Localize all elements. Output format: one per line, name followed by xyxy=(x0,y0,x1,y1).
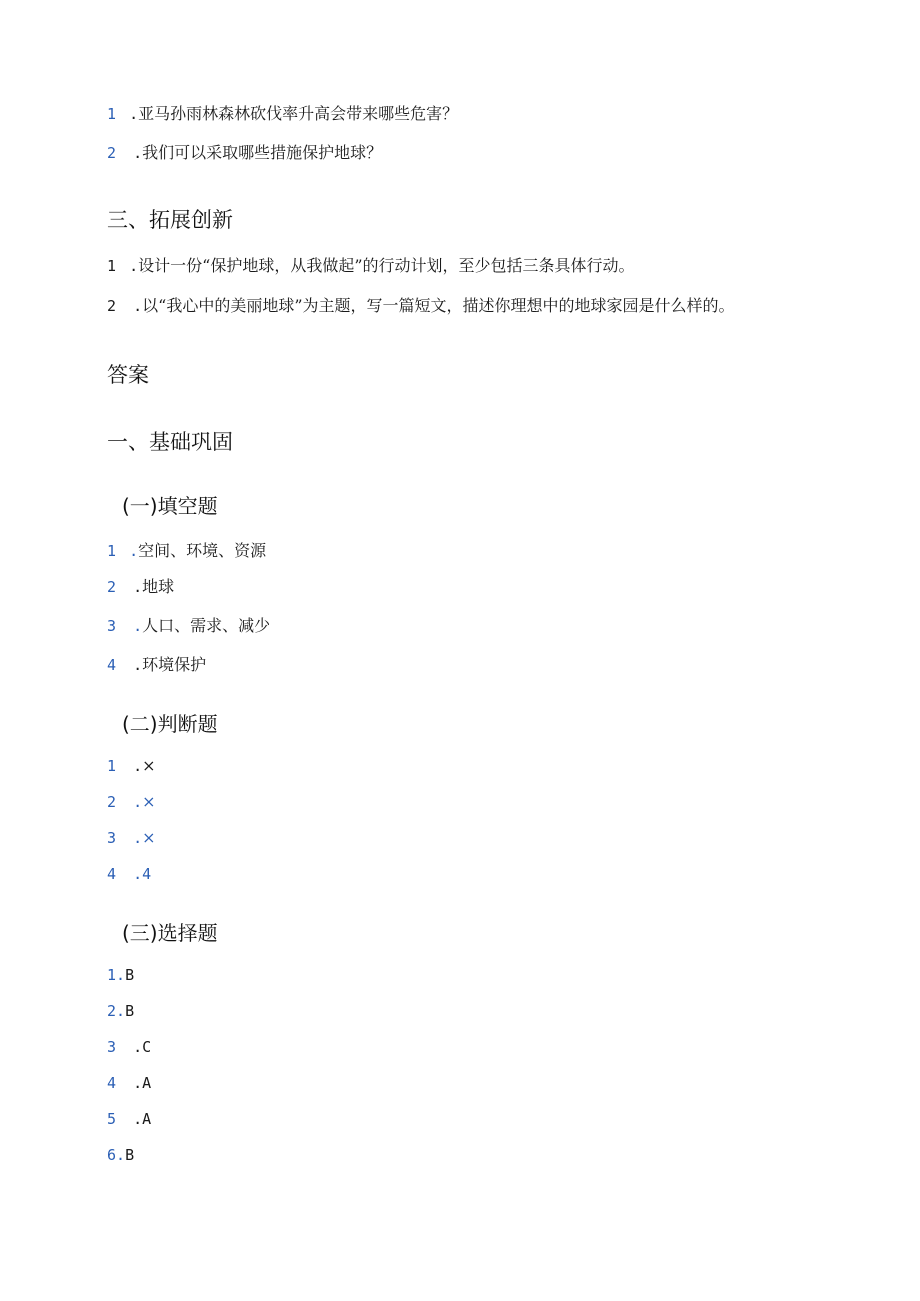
answer-text: B xyxy=(125,1002,135,1020)
answer-text: B xyxy=(125,1146,135,1164)
question-number: 2 xyxy=(107,297,117,315)
answer-text: 4 xyxy=(142,865,152,883)
answer-text: A xyxy=(142,1074,152,1092)
answer-number: 4 xyxy=(107,656,117,674)
answer-item: 4 .A xyxy=(107,1074,152,1092)
question-text: 亚马孙雨林森林砍伐率升高会带来哪些危害？ xyxy=(138,104,459,123)
question-number: 2 xyxy=(107,144,117,162)
question-item: 2 .我们可以采取哪些措施保护地球？ xyxy=(107,143,383,162)
subsection-heading: (二)判断题 xyxy=(122,712,218,736)
answer-item: 2 .地球 xyxy=(107,577,175,596)
answer-number: 1. xyxy=(107,966,126,984)
question-text: 我们可以采取哪些措施保护地球？ xyxy=(142,143,383,162)
answer-number: 1 xyxy=(107,757,117,775)
answer-text: × xyxy=(142,792,156,811)
answer-item xyxy=(107,1145,134,1165)
answer-item: 3 .C xyxy=(107,1038,152,1056)
question-item: 1 .设计一份“保护地球，从我做起”的行动计划，至少包括三条具体行动。 xyxy=(107,256,635,275)
subsection-heading: (三)选择题 xyxy=(122,921,218,945)
answer-text: A xyxy=(142,1110,152,1128)
answer-number: 4 xyxy=(107,1074,117,1092)
question-item: 2 .以“我心中的美丽地球”为主题，写一篇短文，描述你理想中的地球家园是什么样的。 xyxy=(107,296,735,315)
answer-number: 5 xyxy=(107,1110,117,1128)
question-item: 1 .亚马孙雨林森林砍伐率升高会带来哪些危害？ xyxy=(107,104,459,123)
answer-item: 4 .环境保护 xyxy=(107,655,207,674)
answer-text: × xyxy=(142,756,156,775)
answer-text: 环境保护 xyxy=(142,655,207,674)
section-heading: 三、拓展创新 xyxy=(107,208,233,232)
answer-number: 6. xyxy=(107,1146,126,1164)
question-number: 1 xyxy=(107,257,117,275)
section-heading: 一、基础巩固 xyxy=(107,430,233,454)
answers-title: 答案 xyxy=(107,363,149,387)
answer-item xyxy=(107,1001,134,1021)
answer-item: 2 .× xyxy=(107,792,156,811)
question-text: 设计一份“保护地球，从我做起”的行动计划，至少包括三条具体行动。 xyxy=(138,256,635,275)
answer-item: 1 .空间、环境、资源 xyxy=(107,541,267,560)
answer-item: 4 .4 xyxy=(107,865,152,883)
subsection-heading: (一)填空题 xyxy=(122,494,218,518)
answer-number: 2 xyxy=(107,793,117,811)
answer-text: 地球 xyxy=(142,577,175,596)
answer-text: × xyxy=(142,828,156,847)
answer-number: 2 xyxy=(107,578,117,596)
question-number: 1 xyxy=(107,105,117,123)
answer-item: 1 .× xyxy=(107,756,156,775)
answer-number: 3 xyxy=(107,617,117,635)
answer-text: B xyxy=(125,966,135,984)
answer-item xyxy=(107,965,134,985)
answer-item: 3 .人口、需求、减少 xyxy=(107,616,271,635)
answer-item: 5 .A xyxy=(107,1110,152,1128)
answer-text: 人口、需求、减少 xyxy=(142,616,271,635)
answer-text: 空间、环境、资源 xyxy=(138,541,267,560)
answer-number: 3 xyxy=(107,1038,117,1056)
question-text: 以“我心中的美丽地球”为主题，写一篇短文，描述你理想中的地球家园是什么样的。 xyxy=(142,296,735,315)
answer-number: 2. xyxy=(107,1002,126,1020)
answer-item: 3 .× xyxy=(107,828,156,847)
answer-number: 4 xyxy=(107,865,117,883)
answer-number: 1 xyxy=(107,542,117,560)
answer-number: 3 xyxy=(107,829,117,847)
answer-text: C xyxy=(142,1038,152,1056)
